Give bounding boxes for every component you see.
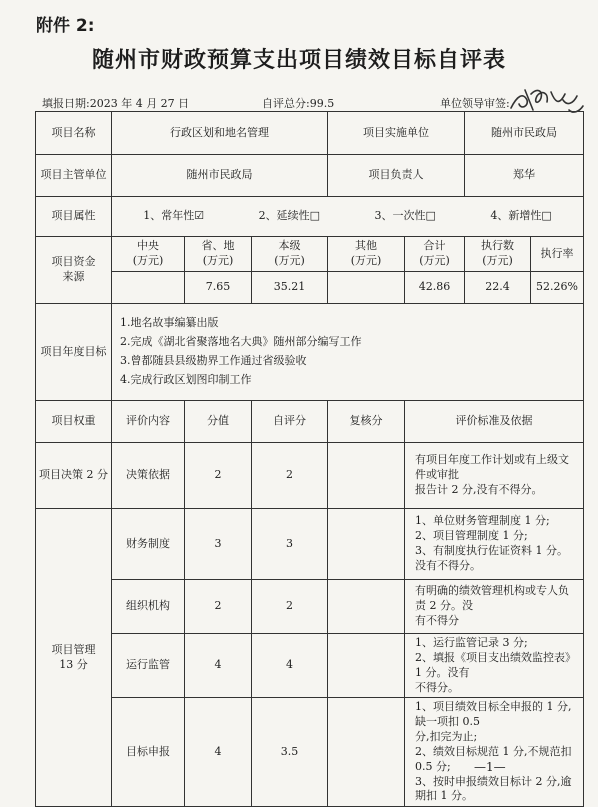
fund-value-total: 42.86 <box>405 272 465 304</box>
eval-review-score <box>328 698 405 807</box>
eval-self-score: 3.5 <box>252 698 328 807</box>
impl-unit-value: 随州市民政局 <box>465 112 584 155</box>
project-attribute-label: 项目属性 <box>36 197 112 237</box>
attribute-option: 1、常年性☑ <box>143 209 205 223</box>
eval-header-self-score: 自评分 <box>252 401 328 443</box>
eval-criteria: 1、项目绩效目标全申报的 1 分,缺一项扣 0.5 分,扣完为止; 2、绩效目标规范 1 分,不规范扣 0.5 分; 3、按时申报绩效目标计 2 分,逾期扣 1 分。 <box>405 698 584 807</box>
goal-item: 2.完成《湖北省聚落地名大典》随州部分编写工作 <box>120 335 362 349</box>
eval-criteria: 1、运行监管记录 3 分; 2、填报《项目支出绩效监控表》1 分。没有 不得分。 <box>405 634 584 698</box>
eval-header-weight: 项目权重 <box>36 401 112 443</box>
eval-content: 财务制度 <box>112 509 185 580</box>
fund-source-label: 项目资金 来源 <box>36 237 112 304</box>
eval-self-score: 4 <box>252 634 328 698</box>
project-leader-value: 郑华 <box>465 155 584 197</box>
fund-value-other <box>328 272 405 304</box>
eval-review-score <box>328 634 405 698</box>
eval-header-content: 评价内容 <box>112 401 185 443</box>
eval-review-score <box>328 509 405 580</box>
eval-content: 运行监管 <box>112 634 185 698</box>
fund-header-rate: 执行率 <box>531 237 584 272</box>
supervising-unit-label: 项目主管单位 <box>36 155 112 197</box>
eval-review-score <box>328 443 405 509</box>
goal-item: 3.曾都随县县级勘界工作通过省级验收 <box>120 354 307 367</box>
fund-value-province: 7.65 <box>185 272 252 304</box>
fill-date: 填报日期:2023 年 4 月 27 日 <box>42 97 190 110</box>
eval-score: 2 <box>185 443 252 509</box>
eval-header-score: 分值 <box>185 401 252 443</box>
eval-criteria: 有项目年度工作计划或有上级文件或审批 报告计 2 分,没有不得分。 <box>405 443 584 509</box>
fund-header-executed: 执行数 (万元) <box>465 237 531 272</box>
page-number: —1— <box>474 760 506 774</box>
eval-group-label: 项目管理 13 分 <box>36 509 112 807</box>
eval-content: 决策依据 <box>112 443 185 509</box>
fund-value-executed: 22.4 <box>465 272 531 304</box>
self-evaluation-table <box>35 111 584 807</box>
project-name-value: 行政区划和地名管理 <box>112 112 328 155</box>
fund-value-local: 35.21 <box>252 272 328 304</box>
fund-value-central <box>112 272 185 304</box>
eval-criteria: 有明确的绩效管理机构或专人负责 2 分。没 有不得分 <box>405 580 584 634</box>
eval-header-review-score: 复核分 <box>328 401 405 443</box>
fund-header-province: 省、地 (万元) <box>185 237 252 272</box>
eval-review-score <box>328 580 405 634</box>
goal-item: 4.完成行政区划图印制工作 <box>120 372 252 386</box>
eval-score: 4 <box>185 698 252 807</box>
eval-score: 2 <box>185 580 252 634</box>
fund-header-local: 本级 (万元) <box>252 237 328 272</box>
eval-content: 组织机构 <box>112 580 185 634</box>
annual-goal-label: 项目年度目标 <box>36 304 112 401</box>
fund-header-other: 其他 (万元) <box>328 237 405 272</box>
eval-self-score: 3 <box>252 509 328 580</box>
total-score: 自评总分:99.5 <box>262 97 335 110</box>
attribute-option: 2、延续性□ <box>258 209 320 223</box>
project-attribute-options <box>112 197 584 237</box>
goal-item: 1.地名故事编纂出版 <box>120 316 219 330</box>
fund-value-rate: 52.26% <box>531 272 584 304</box>
project-name-label: 项目名称 <box>36 112 112 155</box>
eval-content: 目标申报 <box>112 698 185 807</box>
attribute-option: 3、一次性□ <box>374 209 436 223</box>
attribute-option: 4、新增性□ <box>490 209 552 223</box>
annual-goal-list <box>112 304 584 401</box>
eval-score: 4 <box>185 634 252 698</box>
attachment-label: 附件 2: <box>36 16 95 36</box>
impl-unit-label: 项目实施单位 <box>328 112 465 155</box>
eval-criteria: 1、单位财务管理制度 1 分; 2、项目管理制度 1 分; 3、有制度执行佐证资料 1 分。没有不得分。 <box>405 509 584 580</box>
fund-header-central: 中央 (万元) <box>112 237 185 272</box>
eval-self-score: 2 <box>252 580 328 634</box>
eval-score: 3 <box>185 509 252 580</box>
project-leader-label: 项目负责人 <box>328 155 465 197</box>
fund-header-total: 合计 (万元) <box>405 237 465 272</box>
eval-group-label: 项目决策 2 分 <box>36 443 112 509</box>
document-title: 随州市财政预算支出项目绩效目标自评表 <box>91 48 506 73</box>
supervising-unit-value: 随州市民政局 <box>112 155 328 197</box>
eval-header-criteria: 评价标准及依据 <box>405 401 584 443</box>
leader-sign-label: 单位领导审签: <box>440 97 510 110</box>
eval-self-score: 2 <box>252 443 328 509</box>
